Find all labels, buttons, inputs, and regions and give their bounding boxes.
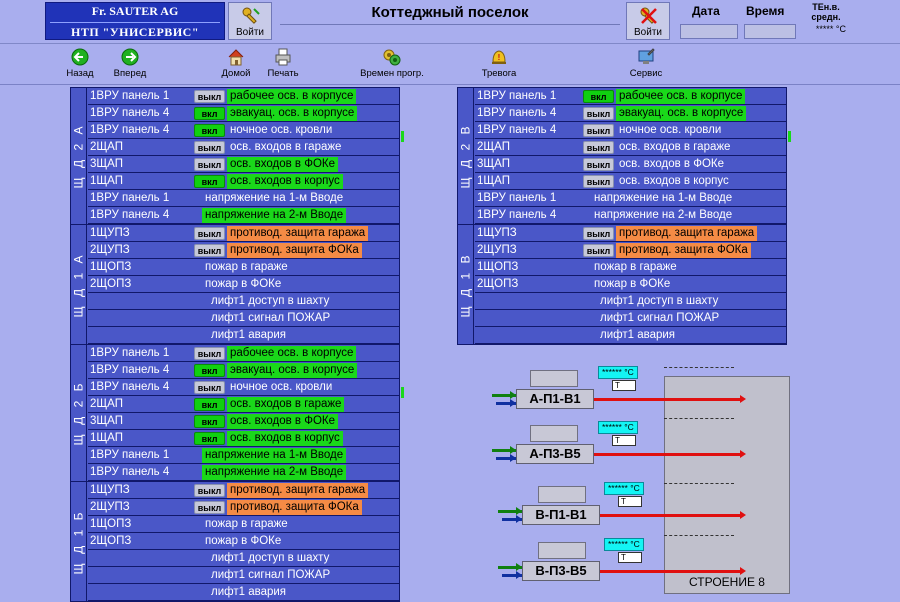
panel-row (88, 88, 399, 105)
toggle-button[interactable]: вкл (194, 364, 225, 377)
toggle-button[interactable]: выкл (194, 227, 225, 240)
panel-row (88, 242, 399, 259)
outdoor-temp-label-1: ТЕн.в. (812, 2, 840, 12)
panel-row (475, 156, 786, 173)
panel-row (475, 242, 786, 259)
status-overflow-marker (401, 131, 404, 142)
row-status: противод. защита гаража (616, 226, 757, 241)
panel-group-label (457, 87, 474, 225)
panel-row (88, 225, 399, 242)
panel-row (475, 139, 786, 156)
toggle-button[interactable]: вкл (194, 432, 225, 445)
panel-row (475, 293, 786, 310)
row-device-name: 1ВРУ панель 4 (90, 107, 170, 119)
panel-group-label (70, 224, 87, 345)
panel-row (88, 430, 399, 447)
panel-row (475, 310, 786, 327)
panel-group-text: Щ Д 2 В (458, 123, 473, 189)
thermometer-probe: Т (612, 380, 636, 391)
row-status: лифт1 авария (211, 586, 287, 598)
row-status: осв. входов в ФОКе (619, 158, 725, 170)
row-device-name: 1ВРУ панель 1 (477, 192, 557, 204)
print-label: Печать (267, 68, 299, 79)
time-label: Время (746, 4, 785, 18)
row-device-name: 2ЩУПЗ (90, 244, 130, 256)
row-status: рабочее осв. в корпусе (227, 346, 356, 361)
svg-text:!: ! (497, 53, 501, 62)
row-device-name: 1ЩОПЗ (90, 518, 132, 530)
row-status: осв. входов в корпус (227, 174, 343, 189)
intake-arrow-icon (510, 391, 516, 399)
row-status: лифт1 доступ в шахту (211, 552, 330, 564)
row-device-name: 1ЩУПЗ (477, 227, 517, 239)
toggle-button[interactable]: выкл (194, 501, 225, 514)
panel-row (88, 499, 399, 516)
row-status: лифт1 авария (600, 329, 676, 341)
row-device-name: 1ВРУ панель 4 (90, 209, 170, 221)
panel-row (88, 293, 399, 310)
row-status: противод. защита гаража (227, 226, 368, 241)
row-status: лифт1 сигнал ПОЖАР (211, 569, 331, 581)
logout-label: Войти (634, 27, 662, 38)
toggle-button[interactable]: вкл (194, 398, 225, 411)
row-device-name: 1ВРУ панель 4 (477, 124, 557, 136)
date-label: Дата (692, 4, 720, 18)
row-status: лифт1 доступ в шахту (211, 295, 330, 307)
supply-pipe (600, 514, 740, 517)
toggle-button[interactable]: выкл (583, 227, 614, 240)
schedule-button[interactable] (350, 46, 434, 80)
row-status: лифт1 доступ в шахту (600, 295, 719, 307)
building-label: СТРОЕНИЕ 8 (689, 575, 765, 589)
panel-row (88, 447, 399, 464)
panel-row (88, 584, 399, 601)
intake-arrow-blue-icon (510, 454, 516, 462)
row-status: рабочее осв. в корпусе (227, 89, 356, 104)
thermometer-probe: Т (618, 496, 642, 507)
row-device-name: 1ЩОПЗ (90, 261, 132, 273)
row-status: осв. входов в корпус (227, 431, 343, 446)
panel-shd1a (70, 224, 400, 345)
panel-row (88, 533, 399, 550)
toggle-button[interactable]: вкл (583, 90, 614, 103)
schedule-label: Времен прогр. (360, 68, 424, 79)
service-button[interactable] (606, 46, 686, 80)
row-status: лифт1 сигнал ПОЖАР (600, 312, 720, 324)
panel-group-text: Щ Д 2 А (71, 123, 86, 189)
row-device-name: 2ЩАП (477, 141, 510, 153)
row-status: ночное осв. кровли (230, 124, 333, 136)
toggle-button[interactable]: выкл (583, 175, 614, 188)
header-bar (0, 0, 900, 44)
row-status: рабочее осв. в корпусе (616, 89, 745, 104)
panel-row (88, 207, 399, 224)
row-device-name: 1ЩАП (477, 175, 510, 187)
brand-logo (45, 2, 225, 40)
panel-row (88, 345, 399, 362)
row-status: ночное осв. кровли (619, 124, 722, 136)
panel-row (88, 139, 399, 156)
panel-row (88, 122, 399, 139)
panel-row (88, 464, 399, 481)
row-status: эвакуац. осв. в корпусе (227, 106, 357, 121)
panel-row (88, 105, 399, 122)
panel-shd1v (457, 224, 787, 345)
toggle-button[interactable]: выкл (583, 107, 614, 120)
row-device-name: 1ЩАП (90, 432, 123, 444)
panel-row (475, 88, 786, 105)
row-status: противод. защита ФОКа (227, 500, 362, 515)
row-device-name: 1ВРУ панель 1 (90, 347, 170, 359)
print-button[interactable] (243, 46, 323, 80)
panel-row (475, 327, 786, 344)
supply-arrow-icon (740, 395, 746, 403)
row-status: осв. входов в гараже (619, 141, 731, 153)
panel-group-label (70, 481, 87, 602)
panel-shd2b (70, 344, 400, 482)
panel-row (475, 190, 786, 207)
toggle-button[interactable]: выкл (583, 244, 614, 257)
login-button[interactable] (228, 2, 272, 40)
toggle-button[interactable]: выкл (194, 484, 225, 497)
unit-temperature: ****** °С (598, 421, 638, 434)
row-device-name: 3ЩАП (90, 158, 123, 170)
row-status: пожар в гараже (205, 261, 288, 273)
row-device-name: 2ЩАП (90, 398, 123, 410)
row-device-name: 2ЩУПЗ (477, 244, 517, 256)
panel-row (475, 105, 786, 122)
unit-header-block (538, 542, 586, 559)
row-status: ночное осв. кровли (230, 381, 333, 393)
outdoor-temp-label-2: средн. (811, 12, 841, 22)
panel-row (88, 327, 399, 344)
row-status: осв. входов в ФОКе (227, 157, 338, 172)
toggle-button[interactable]: выкл (194, 347, 225, 360)
toggle-button[interactable]: вкл (194, 124, 225, 137)
brand-divider (50, 22, 220, 23)
panel-group-text: Щ Д 2 Б (71, 380, 86, 446)
forward-button[interactable] (90, 46, 170, 80)
toolbar-divider (0, 84, 900, 85)
row-device-name: 3ЩАП (90, 415, 123, 427)
unit-header-block (530, 425, 578, 442)
title-underline (280, 24, 620, 25)
row-status: пожар в ФОКе (594, 278, 671, 290)
row-device-name: 1ВРУ панель 4 (90, 364, 170, 376)
intake-arrow-blue-icon (516, 515, 522, 523)
unit-temperature: ****** °С (604, 482, 644, 495)
row-status: осв. входов в ФОКе (227, 414, 338, 429)
panel-row (88, 516, 399, 533)
row-device-name: 1ВРУ панель 1 (90, 449, 170, 461)
service-label: Сервис (629, 68, 663, 79)
toggle-button[interactable]: выкл (583, 124, 614, 137)
row-status: осв. входов в гараже (230, 141, 342, 153)
row-device-name: 1ВРУ панель 1 (477, 90, 557, 102)
row-device-name: 1ВРУ панель 1 (90, 90, 170, 102)
brand-line-1: Fr. SAUTER AG (91, 4, 179, 18)
alarm-bell-icon (490, 48, 508, 66)
intake-arrow-blue-icon (510, 399, 516, 407)
panel-shd2a (70, 87, 400, 225)
supply-arrow-icon (740, 511, 746, 519)
row-device-name: 1ЩАП (90, 175, 123, 187)
back-label: Назад (66, 68, 94, 79)
row-status: противод. защита ФОКа (227, 243, 362, 258)
toggle-button[interactable]: вкл (194, 415, 225, 428)
row-device-name: 2ЩОПЗ (477, 278, 519, 290)
row-status: осв. входов в корпус (619, 175, 729, 187)
home-label: Домой (221, 68, 251, 79)
panel-group-text: Щ Д 1 В (458, 251, 473, 318)
row-device-name: 1ВРУ панель 4 (90, 466, 170, 478)
thermometer-probe: Т (618, 552, 642, 563)
panel-row (88, 362, 399, 379)
row-status: лифт1 авария (211, 329, 287, 341)
row-status: напряжение на 1-м Вводе (594, 192, 733, 204)
panel-row (88, 396, 399, 413)
thermometer-probe: Т (612, 435, 636, 446)
row-device-name: 1ВРУ панель 4 (90, 381, 170, 393)
return-duct (664, 367, 734, 368)
unit-header-block (530, 370, 578, 387)
outdoor-temp-value: ***** °C (815, 24, 846, 34)
alarm-label: Тревога (481, 68, 517, 79)
supply-arrow-icon (740, 567, 746, 575)
forward-label: Вперед (113, 68, 147, 79)
gears-icon (383, 48, 401, 66)
panel-row (475, 173, 786, 190)
row-status: пожар в ФОКе (205, 535, 282, 547)
row-device-name: 1ЩУПЗ (90, 484, 130, 496)
date-field (680, 24, 738, 39)
ventilation-unit[interactable]: В-П3-В5 (522, 561, 600, 581)
panel-row (88, 259, 399, 276)
login-label: Войти (236, 27, 264, 38)
unit-temperature: ****** °С (598, 366, 638, 379)
row-status: напряжение на 1-м Вводе (205, 192, 344, 204)
row-device-name: 3ЩАП (477, 158, 510, 170)
alarm-button[interactable] (459, 46, 539, 80)
toggle-button[interactable]: выкл (583, 158, 614, 171)
panel-row (88, 310, 399, 327)
return-duct (664, 535, 734, 536)
row-status: эвакуац. осв. в корпусе (616, 106, 746, 121)
key-icon (241, 6, 261, 26)
panel-group-label (70, 344, 87, 482)
row-status: противод. защита ФОКа (616, 243, 751, 258)
row-device-name: 2ЩАП (90, 141, 123, 153)
row-status: напряжение на 2-м Вводе (202, 465, 346, 480)
unit-header-block (538, 486, 586, 503)
row-status: пожар в гараже (205, 518, 288, 530)
printer-icon (274, 48, 292, 66)
logout-button[interactable] (626, 2, 670, 40)
supply-pipe (594, 453, 740, 456)
row-device-name: 1ВРУ панель 4 (90, 124, 170, 136)
panel-row (475, 259, 786, 276)
panel-row (88, 173, 399, 190)
supply-pipe (600, 570, 740, 573)
panel-row (88, 379, 399, 396)
row-status: эвакуац. осв. в корпусе (227, 363, 357, 378)
row-status: напряжение на 2-м Вводе (202, 208, 346, 223)
intake-arrow-blue-icon (516, 571, 522, 579)
status-overflow-marker (788, 131, 791, 142)
panel-row (88, 276, 399, 293)
row-status: пожар в гараже (594, 261, 677, 273)
row-device-name: 2ЩОПЗ (90, 535, 132, 547)
ventilation-unit[interactable]: В-П1-В1 (522, 505, 600, 525)
panel-row (88, 190, 399, 207)
toggle-button[interactable]: вкл (194, 175, 225, 188)
toggle-button[interactable]: выкл (194, 90, 225, 103)
row-device-name: 1ВРУ панель 4 (477, 107, 557, 119)
row-device-name: 1ВРУ панель 4 (477, 209, 557, 221)
panel-row (475, 122, 786, 139)
status-overflow-marker (401, 387, 404, 398)
return-duct (664, 483, 734, 484)
unit-temperature: ****** °С (604, 538, 644, 551)
brand-line-2: НТП "УНИСЕРВИС" (71, 25, 199, 39)
time-field (744, 24, 796, 39)
supply-arrow-icon (740, 450, 746, 458)
intake-arrow-icon (516, 563, 522, 571)
row-device-name: 2ЩУПЗ (90, 501, 130, 513)
panel-row (88, 156, 399, 173)
intake-arrow-icon (510, 446, 516, 454)
row-device-name: 2ЩОПЗ (90, 278, 132, 290)
ventilation-unit[interactable]: А-П3-В5 (516, 444, 594, 464)
service-monitor-icon (637, 48, 655, 66)
page-title: Коттеджный поселок (371, 4, 529, 21)
toggle-button[interactable]: выкл (583, 141, 614, 154)
panel-row (475, 276, 786, 293)
row-device-name: 1ВРУ панель 1 (90, 192, 170, 204)
arrow-right-icon (121, 48, 139, 66)
panel-group-text: Щ Д 1 А (71, 251, 86, 318)
panel-row (88, 567, 399, 584)
outdoor-temp-label (806, 2, 846, 22)
return-duct (664, 418, 734, 419)
panel-row (475, 207, 786, 224)
row-device-name: 1ЩУПЗ (90, 227, 130, 239)
supply-pipe (594, 398, 740, 401)
row-device-name: 1ЩОПЗ (477, 261, 519, 273)
toggle-button[interactable]: вкл (194, 107, 225, 120)
panel-group-label (70, 87, 87, 225)
row-status: осв. входов в гараже (227, 397, 344, 412)
intake-arrow-icon (516, 507, 522, 515)
toggle-button[interactable]: выкл (194, 244, 225, 257)
row-status: пожар в ФОКе (205, 278, 282, 290)
toggle-button[interactable]: выкл (194, 158, 225, 171)
row-status: напряжение на 1-м Вводе (202, 448, 346, 463)
panel-row (475, 225, 786, 242)
building-block (664, 376, 790, 594)
panel-shd2v (457, 87, 787, 225)
row-status: противод. защита гаража (227, 483, 368, 498)
ventilation-unit[interactable]: А-П1-В1 (516, 389, 594, 409)
arrow-left-icon (71, 48, 89, 66)
panel-shd1b (70, 481, 400, 602)
toggle-button[interactable]: выкл (194, 381, 225, 394)
panel-group-text: Щ Д 1 Б (71, 509, 86, 574)
panel-row (88, 482, 399, 499)
row-status: напряжение на 2-м Вводе (594, 209, 733, 221)
panel-row (88, 413, 399, 430)
panel-row (88, 550, 399, 567)
key-cross-icon (639, 6, 659, 26)
panel-group-label (457, 224, 474, 345)
row-status: лифт1 сигнал ПОЖАР (211, 312, 331, 324)
toggle-button[interactable]: выкл (194, 141, 225, 154)
